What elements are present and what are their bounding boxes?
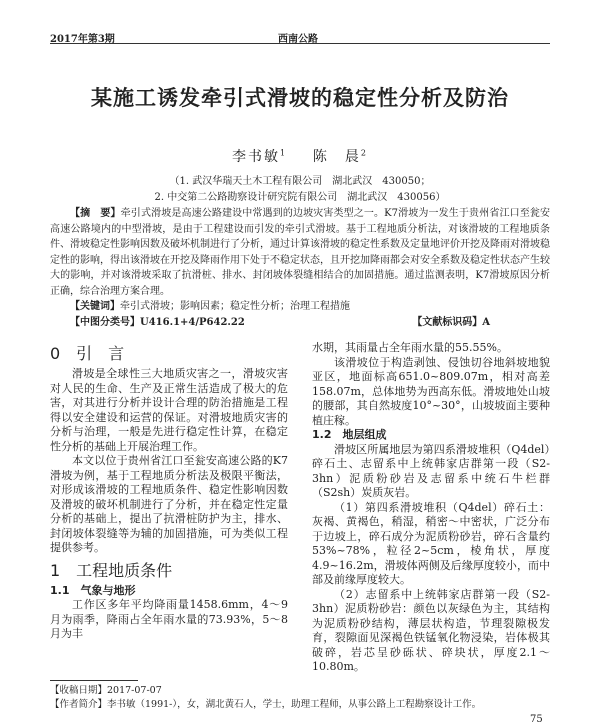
- affiliation-mark: 2: [360, 148, 368, 158]
- footnote-author: 【作者简介】李书敏（1991-），女，湖北黄石人，学士，助理工程师，从事公路上工程勘察设计工作。: [50, 699, 482, 710]
- author-name: 李书敏: [232, 149, 280, 165]
- paragraph: （2）志留系中上统韩家店群第一段（S2-3hn）泥质粉砂岩：颜色以灰绿色为主，其结构为泥质粉砂结构，薄层状构造，节理裂隙极发育，裂隙面见深褐色铁锰氧化物浸染，岩体极其破碎，岩芯呈砂砾状、碎块状，厚度2.1～10.80m。: [312, 587, 550, 673]
- paragraph: （1）第四系滑坡堆积（Q4del）碎石土：灰褐、黄褐色，稍湿，稍密～中密状，广泛分布于边坡上，碎石成分为泥质粉砂岩，碎石含量约53%~78%，粒径2~5cm，棱角状，厚度4.9~16.2m，滑坡体两侧及后缘厚度较小，而中部及前缘厚度较大。: [312, 500, 550, 586]
- paragraph: 水期，其雨量占全年雨水量的55.55%。: [312, 341, 508, 354]
- page-number: 75: [530, 714, 543, 725]
- paragraph: 滑坡区所属地层为第四系滑坡堆积（Q4del）碎石土、志留系中上统韩家店群第一段（S2-3hn）泥质粉砂岩及志留系中统石牛栏群（S2sh）炭质灰岩。: [312, 442, 550, 499]
- authors: [0, 146, 600, 166]
- paragraph: 滑坡是全球性三大地质灾害之一，滑坡灾害对人民的生命、生产及正常生活造成了极大的危害，对其进行分析并设计合理的防治措施是工程得以安全建设和运营的保证。对滑坡地质灾害的分析与治理，一般是先进行稳定性计算，在稳定性分析的基础上开展治理工作。: [50, 367, 288, 453]
- abstract-label: 【摘 要】: [70, 208, 121, 219]
- document-code: [412, 315, 490, 331]
- paper-title: 某施工诱发牵引式滑坡的稳定性分析及防治: [91, 86, 509, 110]
- right-column: [312, 341, 550, 675]
- classification-text: U416.1+4/P642.22: [140, 317, 245, 328]
- abstract-text: 牵引式滑坡是高速公路建设中常遇到的边坡灾害类型之一。K7滑坡为一发生于贵州省江口至瓮安高速公路境内的中型滑坡，是由于工程建设而引发的牵引式滑坡。基于工程地质分析法，对该滑坡的工程地质条件、滑坡稳定性影响因数及破坏机制进行了分析，通过计算该滑坡的稳定性系数及定量地评价开挖及降雨对滑坡稳定性的影响，得出该滑坡在开挖及降雨作用下处于不稳定状态，且开挖加降雨都会对安全系数及稳定性状态产生较大的影响，并对该滑坡采取了抗滑桩、排水、封闭坡体裂缝相结合的加固措施。通过监测表明，K7滑坡原因分析正确，综合治理方案合理。: [50, 208, 550, 297]
- journal-name: 西南公路: [278, 34, 318, 45]
- classification-label: 【中图分类号】: [70, 317, 140, 328]
- paragraph: 该滑坡位于构造剥蚀、侵蚀切谷地斜坡地貌亚区，地面标高651.0~809.07m，相对高差158.07m，总体地势为西高东低。滑坡地处山坡的腰部，其自然坡度10°~30°，山坡坡面主要种植庄稼。: [312, 355, 550, 427]
- classification-row: [50, 315, 550, 331]
- keywords-text: 牵引式滑坡；影响因素；稳定性分析；治理工程措施: [120, 301, 350, 312]
- two-column-body: [50, 341, 550, 675]
- footnote-divider: [50, 680, 138, 681]
- keywords-label: 【关键词】: [70, 301, 120, 312]
- affiliation: （1. 武汉华瑞天土木工程有限公司 湖北武汉 430050；: [169, 176, 431, 187]
- section-heading: 0 引 言: [50, 344, 125, 363]
- abstract: [50, 206, 550, 299]
- subsection-heading: 1.2 地层组成: [312, 428, 387, 441]
- paragraph: 工作区多年平均降雨量1458.6mm，4～9月为雨季，降雨占全年雨水量的73.93%，5～8月为丰: [50, 598, 288, 640]
- affiliation-mark: 1: [280, 148, 288, 158]
- author-name: 陈 晨: [312, 149, 361, 165]
- subsection-heading: 1.1 气象与地形: [50, 583, 136, 597]
- classification: [70, 315, 245, 331]
- doc-code-label: 【文献标识码】: [412, 317, 483, 328]
- doc-code-text: A: [482, 317, 490, 328]
- affiliation: 2. 中交第二公路勘察设计研究院有限公司 湖北武汉 430056）: [154, 192, 446, 203]
- issue-label: 2017年第3期: [50, 34, 115, 45]
- paragraph: 本文以位于贵州省江口至瓮安高速公路的K7滑坡为例，基于工程地质分析法及极限平衡法，对形成该滑坡的工程地质条件、稳定性影响因数及滑坡的破坏机制进行了分析，并在稳定性定量分析的基础上，提出了抗滑桩防护为主，排水、封闭坡体裂缝等为辅的加固措施，可为类似工程提供参考。: [50, 454, 288, 554]
- left-column: [50, 341, 288, 675]
- article-body: [50, 206, 550, 675]
- keywords: [50, 299, 550, 315]
- section-heading: 1 工程地质条件: [50, 560, 173, 580]
- running-header: [50, 30, 550, 44]
- footnote-received: 【收稿日期】2017-07-07: [50, 685, 162, 696]
